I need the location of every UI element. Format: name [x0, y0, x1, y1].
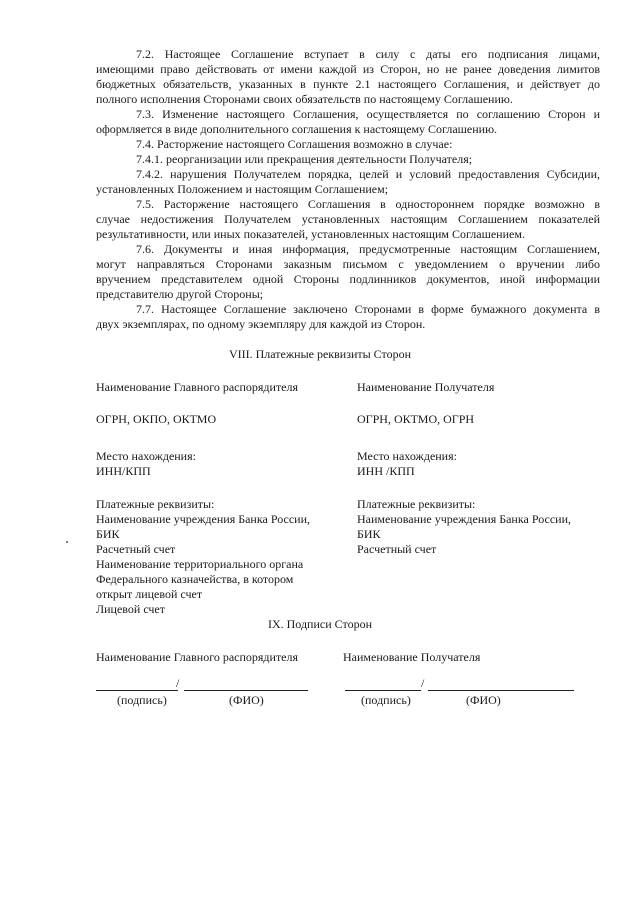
text-line: бюджетных обязательств, указанных в пункте 2.1 настоящего Соглашения, и действует до	[96, 77, 600, 91]
paragraph-7-3	[96, 107, 600, 137]
text-line: имеющими право действовать от имени каждой из Сторон, но не ранее доведения лимитов	[96, 62, 600, 76]
bik-label: БИК	[357, 527, 381, 541]
treasury-label: Федерального казначейства, в котором	[96, 572, 294, 586]
separator-slash: /	[176, 676, 180, 690]
text-line: установленных Положением и настоящим Соглашением;	[96, 182, 389, 196]
text-line: могут направляться Сторонами заказным письмом с уведомлением о вручении либо	[96, 257, 600, 271]
bank-label: Наименование учреждения Банка России,	[357, 512, 571, 526]
requisites-right-column	[357, 380, 607, 557]
signature-caption: (подпись)	[361, 693, 411, 707]
paragraph-7-4-1	[96, 152, 600, 167]
section-8-heading: VIII. Платежные реквизиты Сторон	[228, 347, 412, 361]
text-line: 7.6. Документы и иная информация, предусмотренные настоящим Соглашением,	[136, 242, 600, 256]
inn-label: ИНН/КПП	[96, 464, 151, 478]
text-line: представителю другой Стороны;	[96, 287, 264, 301]
payment-label: Платежные реквизиты:	[357, 497, 476, 511]
fio-line	[184, 690, 308, 691]
codes-label: ОГРН, ОКПО, ОКТМО	[96, 412, 217, 426]
treasury-label: открыт лицевой счет	[96, 587, 203, 601]
scan-speck	[66, 541, 68, 543]
text-line: 7.4. Расторжение настоящего Соглашения возможно в случае:	[136, 137, 453, 151]
text-line: оформляется в виде дополнительного соглашения к настоящему Соглашению.	[96, 122, 498, 136]
inn-label: ИНН /КПП	[357, 464, 415, 478]
paragraph-7-2	[96, 47, 600, 107]
payment-label: Платежные реквизиты:	[96, 497, 215, 511]
paragraph-7-7	[96, 302, 600, 332]
account-label: Расчетный счет	[357, 542, 437, 556]
bik-label: БИК	[96, 527, 120, 541]
text-line: 7.5. Расторжение настоящего Соглашения в одностороннем порядке возможно в	[136, 197, 600, 211]
signer-right-name: Наименование Получателя	[343, 650, 481, 664]
text-line: результативности, или иных показателей, установленных настоящим Соглашением.	[96, 227, 525, 241]
paragraph-7-4	[96, 137, 600, 152]
text-line: 7.7. Настоящее Соглашение заключено Сторонами в форме бумажного документа в	[136, 302, 600, 316]
text-line: полного исполнения Сторонами своих обязательств по настоящему Соглашению.	[96, 92, 513, 106]
requisites-left-column	[96, 380, 346, 617]
signature-line	[345, 690, 421, 691]
party-name-label: Наименование Главного распорядителя	[96, 380, 299, 394]
location-label: Место нахождения:	[357, 449, 457, 463]
paragraph-7-4-2	[96, 167, 600, 197]
party-name-label: Наименование Получателя	[357, 380, 495, 394]
codes-label: ОГРН, ОКТМО, ОГРН	[357, 412, 475, 426]
fio-line	[428, 690, 574, 691]
text-line: 7.3. Изменение настоящего Соглашения, осуществляется по соглашению Сторон и	[136, 107, 600, 121]
text-line: вручением представителем одной Стороны подлинников документов, иной информации	[96, 272, 600, 286]
paragraph-7-6	[96, 242, 600, 302]
location-label: Место нахождения:	[96, 449, 196, 463]
signer-left-name: Наименование Главного распорядителя	[96, 650, 299, 664]
text-line: 7.4.2. нарушения Получателем порядка, целей и условий предоставления Субсидии,	[136, 167, 600, 181]
fio-caption: (ФИО)	[466, 693, 501, 707]
paragraph-7-5	[96, 197, 600, 242]
treasury-label: Наименование территориального органа	[96, 557, 304, 571]
bank-label: Наименование учреждения Банка России,	[96, 512, 310, 526]
text-line: 7.2. Настоящее Соглашение вступает в силу с даты его подписания лицами,	[136, 47, 600, 61]
text-line: случае недостижения Получателем установленных настоящим Соглашением показателей	[96, 212, 600, 226]
personal-account-label: Лицевой счет	[96, 602, 166, 616]
signature-caption: (подпись)	[117, 693, 167, 707]
text-line: 7.4.1. реорганизации или прекращения деятельности Получателя;	[136, 152, 473, 166]
text-line: двух экземплярах, по одному экземпляру для каждой из Сторон.	[96, 317, 426, 331]
section-9-heading: IX. Подписи Сторон	[267, 617, 373, 631]
account-label: Расчетный счет	[96, 542, 176, 556]
fio-caption: (ФИО)	[229, 693, 264, 707]
signature-line	[96, 690, 178, 691]
separator-slash: /	[421, 676, 425, 690]
